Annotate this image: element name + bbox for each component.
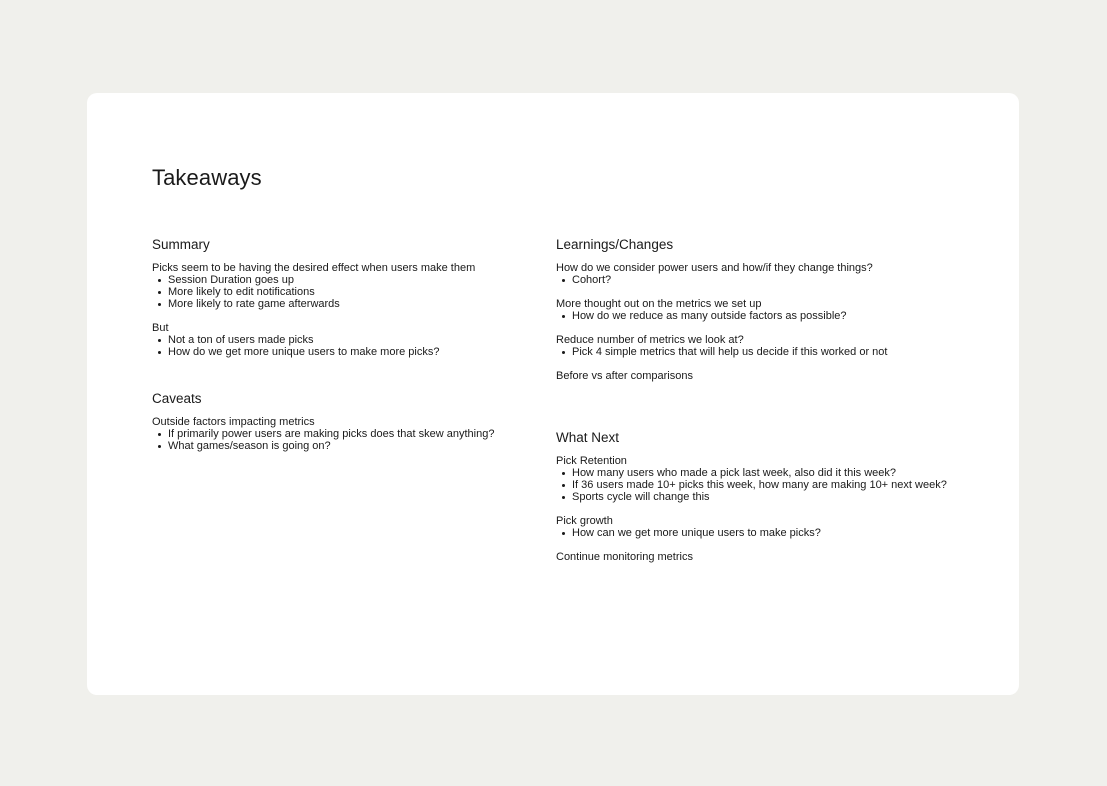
bullet-item: How can we get more unique users to make picks? — [556, 527, 996, 539]
text-block — [556, 551, 996, 563]
section-heading: Caveats — [152, 391, 202, 406]
text-block — [556, 262, 996, 286]
what-next-section — [556, 429, 996, 563]
block-text: But — [152, 322, 169, 334]
text-block — [556, 334, 996, 358]
learnings-section — [556, 236, 996, 382]
page-title: Takeaways — [152, 165, 262, 190]
section-heading: Summary — [152, 237, 210, 252]
section-heading: Learnings/Changes — [556, 237, 674, 252]
caveats-section — [152, 390, 542, 452]
block-text: Before vs after comparisons — [556, 370, 693, 382]
block-text: Reduce number of metrics we look at? — [556, 334, 744, 346]
bullet-item: What games/season is going on? — [152, 440, 542, 452]
bullet-list — [556, 527, 996, 539]
bullet-item: If 36 users made 10+ picks this week, how many are making 10+ next week? — [556, 479, 996, 491]
text-block — [556, 298, 996, 322]
bullet-item: How many users who made a pick last week, also did it this week? — [556, 467, 996, 479]
text-block — [556, 455, 996, 503]
bullet-item: How do we get more unique users to make more picks? — [152, 346, 542, 358]
bullet-item: Not a ton of users made picks — [152, 334, 542, 346]
bullet-list — [556, 346, 996, 358]
bullet-list — [556, 274, 996, 286]
bullet-item: Session Duration goes up — [152, 274, 542, 286]
text-block — [152, 416, 542, 452]
bullet-item: Cohort? — [556, 274, 996, 286]
bullet-item: More likely to rate game afterwards — [152, 298, 542, 310]
bullet-list — [152, 334, 542, 358]
bullet-item: More likely to edit notifications — [152, 286, 542, 298]
text-block — [152, 262, 542, 310]
bullet-item: If primarily power users are making picks does that skew anything? — [152, 428, 542, 440]
bullet-list — [556, 467, 996, 503]
block-text: Outside factors impacting metrics — [152, 416, 315, 428]
block-text: How do we consider power users and how/if they change things? — [556, 262, 873, 274]
block-text: Continue monitoring metrics — [556, 551, 693, 563]
bullet-item: Sports cycle will change this — [556, 491, 996, 503]
text-block — [556, 515, 996, 539]
section-heading: What Next — [556, 430, 620, 445]
block-text: Pick growth — [556, 515, 613, 527]
block-text: Pick Retention — [556, 455, 627, 467]
bullet-item: How do we reduce as many outside factors as possible? — [556, 310, 996, 322]
text-block — [152, 322, 542, 358]
block-text: More thought out on the metrics we set up — [556, 298, 762, 310]
bullet-list — [152, 274, 542, 310]
text-block — [556, 370, 996, 382]
bullet-list — [556, 310, 996, 322]
summary-section — [152, 236, 542, 358]
bullet-item: Pick 4 simple metrics that will help us decide if this worked or not — [556, 346, 996, 358]
block-text: Picks seem to be having the desired effect when users make them — [152, 262, 476, 274]
bullet-list — [152, 428, 542, 452]
